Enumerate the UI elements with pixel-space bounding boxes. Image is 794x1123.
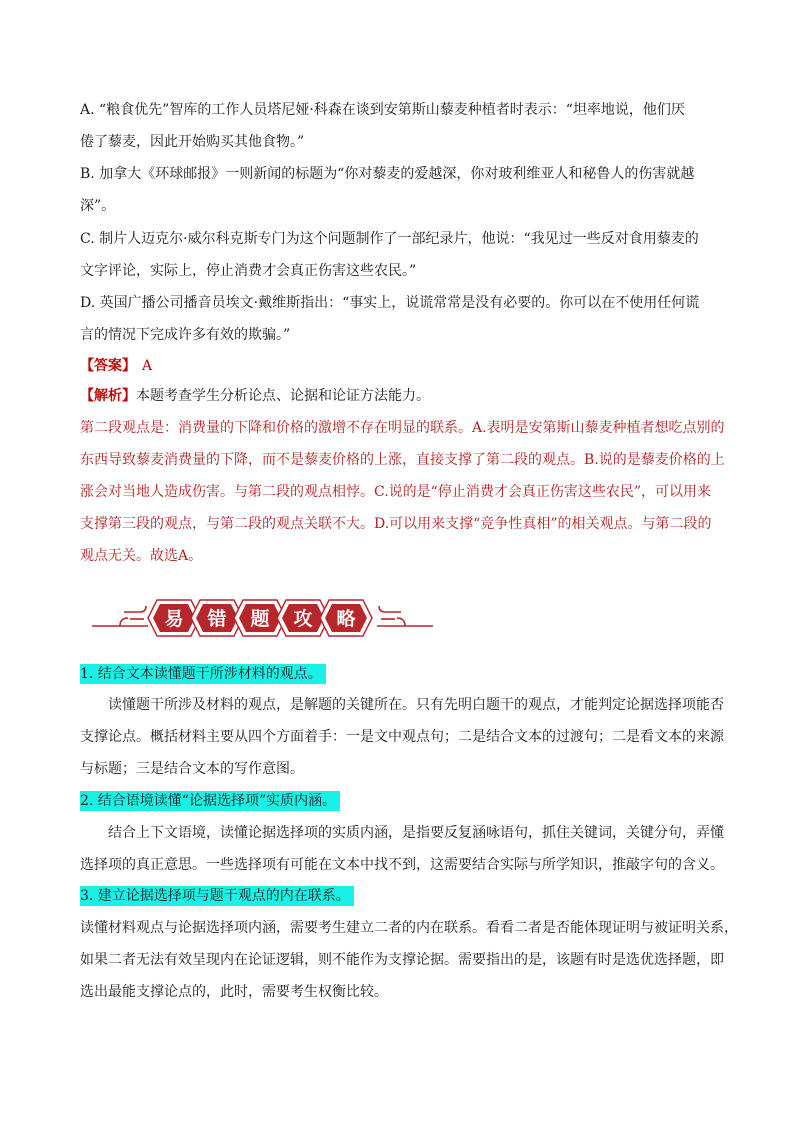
- tip-heading: 2. 结合语境读懂“论据选择项”实质内涵。: [80, 791, 340, 811]
- banner-char: 题: [250, 608, 270, 630]
- analysis-line: 支撑第三段的观点，与第二段的观点关联不大。D.可以用来支撑“竞争性真相”的相关观点。与第二段的: [80, 516, 712, 532]
- tip-line: 支撑论点。概括材料主要从四个方面着手：一是文中观点句；二是结合文本的过渡句；二是看文本的来源: [80, 729, 724, 745]
- banner-right-ornament: [377, 606, 433, 626]
- option-d-line-2: 言的情况下完成许多有效的欺骗。”: [80, 327, 291, 343]
- option-c-line-1: C. 制片人迈克尔·威尔科克斯专门为这个问题制作了一部纪录片，他说：“我见过一些反对食用藜麦的: [80, 231, 699, 247]
- tip-line: 如果二者无法有效呈现内在论证逻辑，则不能作为支撑论据。需要指出的是，该题有时是选优选择题，即: [80, 952, 724, 968]
- tip-line: 读懂题干所涉及材料的观点，是解题的关键所在。只有先明白题干的观点，才能判定论据选择项能否: [108, 697, 724, 713]
- tip-heading: 1. 结合文本读懂题干所涉材料的观点。: [80, 664, 326, 684]
- analysis-line: 东西导致藜麦消费量的下降，而不是藜麦价格的上涨，直接支撑了第二段的观点。B.说的是藜麦价格的上: [80, 452, 725, 468]
- analysis-line: 观点无关。故选A。: [80, 548, 203, 564]
- option-a-line-1: A. “粮食优先”智库的工作人员塔尼娅·科森在谈到安第斯山藜麦种植者时表示：“坦率地说，他们厌: [80, 102, 685, 118]
- analysis-row: [80, 386, 720, 406]
- answer-row: [80, 356, 720, 376]
- option-c-line-2: 文字评论，实际上，停止消费才会真正伤害这些农民。”: [80, 263, 417, 279]
- tip-line: 选出最能支撑论点的，此时，需要考生权衡比较。: [80, 984, 388, 1000]
- tip-heading: 3. 建立论据选择项与题干观点的内在联系。: [80, 886, 354, 906]
- analysis-line: 涨会对当地人造成伤害。与第二段的观点相悖。C.说的是“停止消费才会真正伤害这些农民”，可以用来: [80, 484, 711, 500]
- answer-value: A: [142, 358, 153, 374]
- banner-diamonds: [148, 600, 372, 636]
- option-b-line-1: B. 加拿大《环球邮报》一则新闻的标题为“你对藜麦的爱越深，你对玻利维亚人和秘鲁人的伤害就越: [80, 166, 695, 182]
- banner-char: 易: [164, 608, 184, 630]
- tip-line: 读懂材料观点与论据选择项内涵，需要考生建立二者的内在联系。看看二者是否能体现证明与被证明关系，: [80, 920, 738, 936]
- answer-label: 【答案】: [80, 358, 136, 374]
- banner-char: 攻: [293, 608, 313, 630]
- tip-line: 结合上下文语境，读懂论据选择项的实质内涵，是指要反复涵咏语句，抓住关键词，关键分句，弄懂: [108, 825, 724, 841]
- banner-char: 错: [207, 608, 227, 630]
- section-banner: [90, 590, 435, 646]
- banner-left-ornament: [92, 606, 148, 626]
- banner-char: 略: [336, 608, 356, 630]
- analysis-intro: 本题考查学生分析论点、论据和论证方法能力。: [136, 388, 430, 404]
- option-a-line-2: 倦了藜麦，因此开始购买其他食物。”: [80, 134, 305, 150]
- option-b-line-2: 深”。: [80, 198, 116, 214]
- analysis-line: 第二段观点是：消费量的下降和价格的激增不存在明显的联系。A.表明是安第斯山藜麦种植者想吃点别的: [80, 420, 725, 436]
- option-d-line-1: D. 英国广播公司播音员埃文·戴维斯指出：“事实上，说谎常常是没有必要的。你可以在不使用任何谎: [80, 295, 700, 311]
- analysis-label: 【解析】: [80, 388, 136, 404]
- tip-line: 与标题；三是结合文本的写作意图。: [80, 761, 304, 777]
- tip-line: 选择项的真正意思。一些选择项有可能在文本中找不到，这需要结合实际与所学知识，推敲字句的含义。: [80, 857, 724, 873]
